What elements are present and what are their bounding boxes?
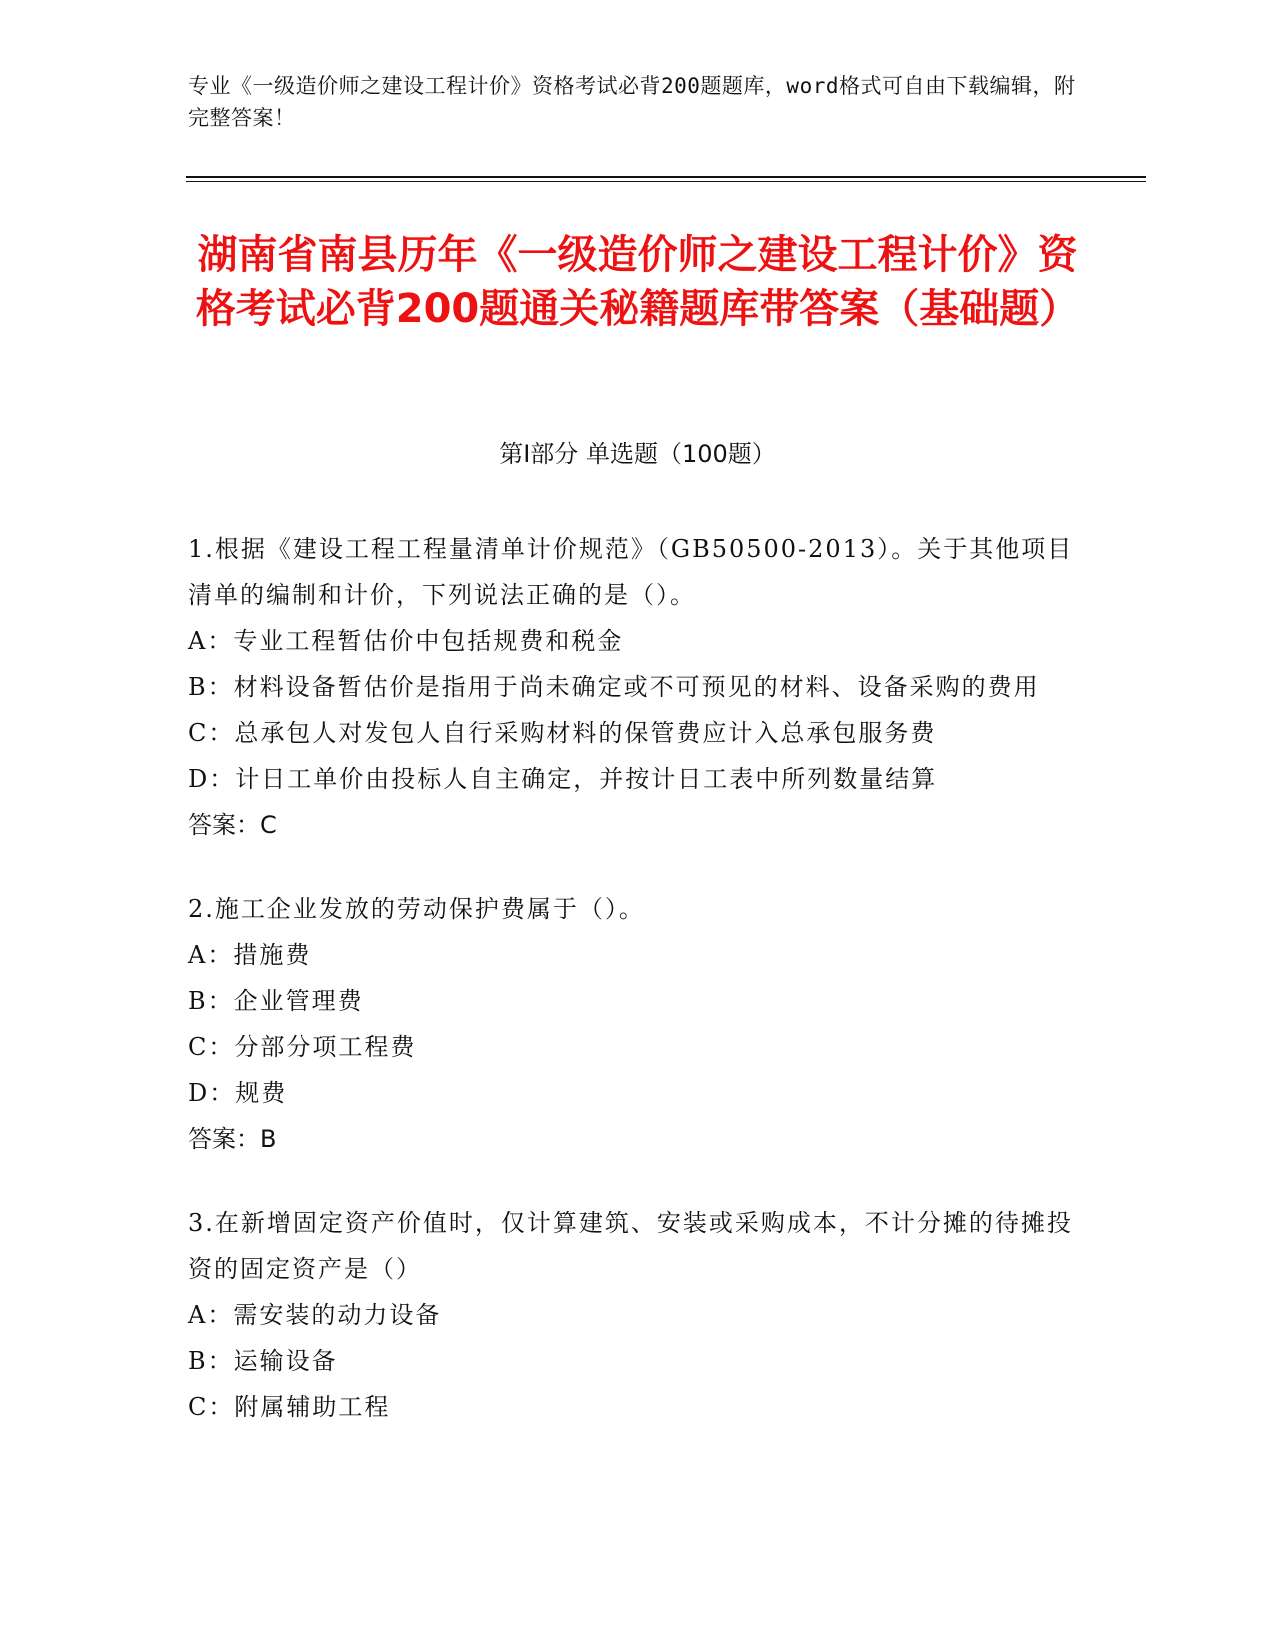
question-item	[188, 886, 1088, 1162]
question-answer: 答案：B	[188, 1125, 277, 1153]
option-b: B：运输设备	[188, 1347, 338, 1375]
section-title: 第Ⅰ部分 单选题（100题）	[499, 440, 776, 468]
option-c: C：附属辅助工程	[188, 1393, 391, 1421]
header-note: 专业《一级造价师之建设工程计价》资格考试必背200题题库，word格式可自由下载编辑，附完整答案！	[188, 74, 1076, 130]
option-b: B：企业管理费	[188, 987, 364, 1015]
option-a: A：需安装的动力设备	[188, 1301, 442, 1329]
option-d: D：规费	[188, 1079, 288, 1107]
document-title: 湖南省南县历年《一级造价师之建设工程计价》资格考试必背200题通关秘籍题库带答案（基础题）	[195, 232, 1080, 332]
option-a: A：措施费	[188, 941, 312, 969]
header-divider-thick	[186, 176, 1146, 178]
header-divider-thin	[186, 181, 1146, 182]
option-c: C：分部分项工程费	[188, 1033, 417, 1061]
question-item	[188, 526, 1088, 848]
question-answer: 答案：C	[188, 811, 277, 839]
question-stem: 2.施工企业发放的劳动保护费属于（）。	[188, 895, 645, 923]
option-b: B：材料设备暂估价是指用于尚未确定或不可预见的材料、设备采购的费用	[188, 673, 1040, 701]
question-stem: 1.根据《建设工程工程量清单计价规范》（GB50500-2013）。关于其他项目清单的编制和计价，下列说法正确的是（）。	[188, 535, 1074, 609]
question-stem: 3.在新增固定资产价值时，仅计算建筑、安装或采购成本，不计分摊的待摊投资的固定资产是（）	[188, 1209, 1073, 1283]
option-d: D：计日工单价由投标人自主确定，并按计日工表中所列数量结算	[188, 765, 938, 793]
question-list	[188, 526, 1088, 1468]
question-item	[188, 1200, 1088, 1430]
option-a: A：专业工程暂估价中包括规费和税金	[188, 627, 624, 655]
option-c: C：总承包人对发包人自行采购材料的保管费应计入总承包服务费	[188, 719, 937, 747]
